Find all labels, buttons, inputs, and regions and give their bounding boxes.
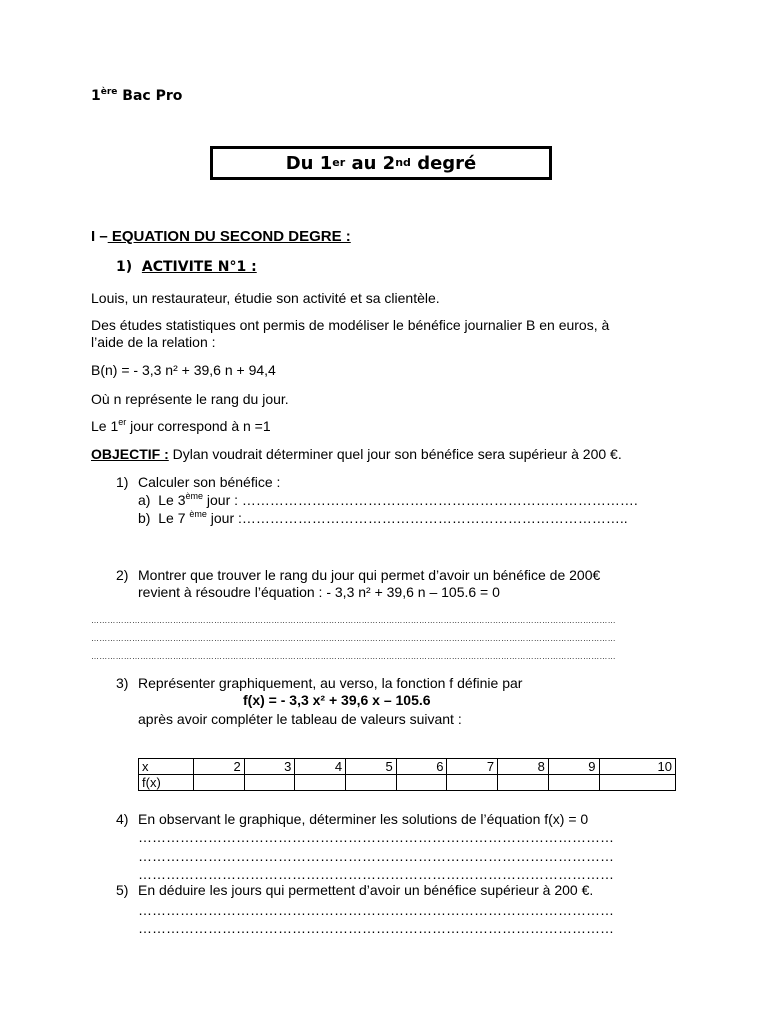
q1a-label: a) [138, 492, 151, 508]
activity-number: 1) [116, 259, 133, 275]
table-cell-x: 10 [599, 759, 676, 775]
intro-paragraph-2-line-1: Des études statistiques ont permis de modéliser le bénéfice journalier B en euros, à [91, 317, 610, 333]
class-label-suffix: Bac Pro [117, 88, 183, 104]
document-title: Du 1 er au 2 nd degré [210, 146, 552, 180]
q3-function: f(x) = - 3,3 x² + 39,6 x – 105.6 [243, 692, 431, 708]
activity-heading [116, 259, 257, 275]
title-part-3: degré [410, 152, 477, 174]
table-cell-x: 3 [244, 759, 295, 775]
q1a [138, 492, 678, 509]
class-label-prefix: 1 [91, 88, 101, 104]
q4-answer-line-3[interactable]: ………………………………………………………………………………………… [138, 866, 614, 882]
table-cell-fx[interactable] [599, 775, 676, 791]
q1b [138, 510, 678, 527]
title-part-2: au 2 [345, 152, 396, 174]
q2-answer-line-1[interactable]: ………………………………………………………………………………………………………………………………………………………………………… [91, 616, 616, 625]
table-row [139, 759, 676, 775]
table-cell-x: 6 [396, 759, 447, 775]
intro-paragraph-4 [91, 418, 691, 435]
q1a-text-b: jour : …………………………………………………………………………. [203, 492, 638, 508]
q3-line-1: Représenter graphiquement, au verso, la fonction f définie par [138, 675, 523, 691]
q4-answer-line-2[interactable]: ………………………………………………………………………………………… [138, 848, 614, 864]
q3-line-3: après avoir compléter le tableau de valeurs suivant : [138, 711, 462, 727]
q1b-text-b: jour :……………………………………………………………………….. [206, 510, 628, 526]
q2-number: 2) [116, 567, 129, 583]
table-cell-fx[interactable] [194, 775, 245, 791]
table-cell-x: 8 [498, 759, 549, 775]
table-cell-x: 9 [548, 759, 599, 775]
q2-answer-line-3[interactable]: ………………………………………………………………………………………………………………………………………………………………………… [91, 652, 616, 661]
q1a-text-a: Le 3 [158, 492, 186, 508]
table-cell-fx[interactable] [447, 775, 498, 791]
q4-number: 4) [116, 811, 129, 827]
objective-label: OBJECTIF : [91, 446, 169, 462]
section-prefix: I – [91, 228, 108, 245]
q5-answer-line-2[interactable]: ………………………………………………………………………………………… [138, 920, 614, 936]
intro-p4-a: Le 1 [91, 418, 119, 434]
values-table [138, 758, 676, 791]
q5-number: 5) [116, 882, 129, 898]
table-cell-fx[interactable] [498, 775, 549, 791]
q2-line-1: Montrer que trouver le rang du jour qui permet d’avoir un bénéfice de 200€ [138, 567, 601, 583]
activity-label: ACTIVITE N°1 : [141, 259, 257, 275]
table-cell-x: 5 [346, 759, 397, 775]
objective [91, 446, 711, 463]
q1b-sup: ème [189, 510, 207, 519]
q4-text: En observant le graphique, déterminer les solutions de l’équation f(x) = 0 [138, 811, 589, 827]
table-cell-x: 4 [295, 759, 346, 775]
table-cell-fx-label: f(x) [139, 775, 194, 791]
table-cell-fx[interactable] [396, 775, 447, 791]
table-cell-fx[interactable] [244, 775, 295, 791]
objective-text: Dylan voudrait déterminer quel jour son bénéfice sera supérieur à 200 €. [168, 446, 622, 462]
intro-paragraph-2-line-2: l’aide de la relation : [91, 334, 216, 350]
q1-number: 1) [116, 474, 129, 490]
title-part-1: Du 1 [285, 152, 333, 174]
table-cell-x-label: x [139, 759, 194, 775]
table-row [139, 775, 676, 791]
q3-number: 3) [116, 675, 129, 691]
q1-text: Calculer son bénéfice : [138, 474, 281, 490]
q4-answer-line-1[interactable]: ………………………………………………………………………………………… [138, 829, 614, 845]
table-cell-fx[interactable] [548, 775, 599, 791]
intro-p4-b: jour correspond à n =1 [126, 418, 271, 434]
table-cell-fx[interactable] [295, 775, 346, 791]
q1b-text-a: Le 7 [158, 510, 190, 526]
profit-formula: B(n) = - 3,3 n² + 39,6 n + 94,4 [91, 362, 276, 378]
intro-paragraph-3: Où n représente le rang du jour. [91, 391, 289, 407]
class-label-sup: ère [100, 87, 118, 97]
q2-line-2: revient à résoudre l’équation : - 3,3 n² + 39,6 n – 105.6 = 0 [138, 584, 500, 600]
table-cell-x: 2 [194, 759, 245, 775]
class-label [91, 88, 182, 104]
intro-p4-sup: er [118, 417, 127, 427]
q2-answer-line-2[interactable]: ………………………………………………………………………………………………………………………………………………………………………… [91, 634, 616, 643]
section-heading [91, 228, 351, 245]
section-label: EQUATION DU SECOND DEGRE : [107, 228, 351, 245]
q1a-sup: ème [185, 492, 203, 501]
table-cell-fx[interactable] [346, 775, 397, 791]
q1b-label: b) [138, 510, 151, 526]
q5-text: En déduire les jours qui permettent d’avoir un bénéfice supérieur à 200 €. [138, 882, 594, 898]
intro-paragraph-1: Louis, un restaurateur, étudie son activité et sa clientèle. [91, 290, 440, 306]
table-cell-x: 7 [447, 759, 498, 775]
q5-answer-line-1[interactable]: ………………………………………………………………………………………… [138, 902, 614, 918]
